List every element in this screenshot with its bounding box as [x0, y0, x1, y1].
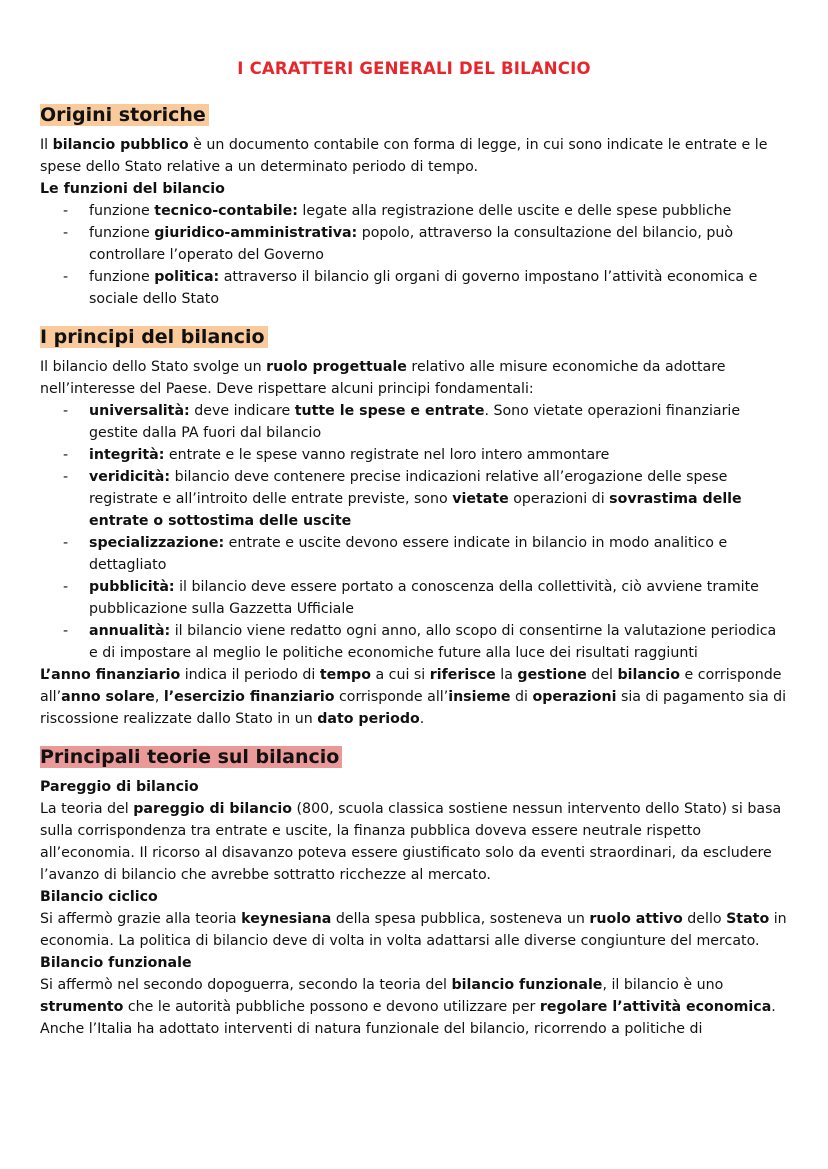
text-run-bold: anno solare: [61, 689, 155, 705]
text-run: di: [510, 689, 533, 705]
text-run: funzione: [89, 203, 155, 219]
text-run: il bilancio viene redatto ogni anno, allo scopo di consentirne la valutazione periodica e di impostare al meglio le politiche economiche future alla luce dei risultati raggiunti: [89, 623, 777, 661]
text-run-bold: annualità:: [89, 623, 171, 639]
text-run-bold: integrità:: [89, 447, 165, 463]
section-heading-origini: [40, 102, 788, 128]
text-run: (800, scuola classica sostiene nessun intervento dello Stato) si basa sulla corrispondenza tra entrate e uscite, la finanza pubblica doveva essere neutrale rispetto all’economia. Il ricorso al disavanzo poteva essere giustificato solo da eventi straordinari, da escludere l’avanzo di bilancio che avrebbe sottratto ricchezze al mercato.: [40, 801, 782, 883]
text-run: popolo, attraverso la consultazione del bilancio, può controllare l’operato del Governo: [89, 225, 734, 263]
text-run: relativo alle misure economiche da adottare nell’interesse del Paese. Deve rispettare alcuni principi fondamentali:: [40, 359, 726, 397]
text-run: legate alla registrazione delle uscite e delle spese pubbliche: [297, 203, 732, 219]
text-run: della spesa pubblica, sosteneva un: [331, 911, 590, 927]
text-run: la: [495, 667, 518, 683]
subheading-funzioni: Le funzioni del bilancio: [40, 181, 225, 197]
list-item: [89, 466, 788, 532]
text-run: Il: [40, 137, 53, 153]
text-run-bold: vietate: [452, 491, 509, 507]
text-run: e corrisponde all’: [40, 667, 782, 705]
text-run-bold: l’esercizio finanziario: [163, 689, 335, 705]
text-run: indica il periodo di: [180, 667, 320, 683]
text-run-bold: riferisce: [429, 667, 496, 683]
text-run: che le autorità pubbliche possono e devono utilizzare per: [123, 999, 540, 1015]
list-item: [89, 620, 788, 664]
text-run: ,: [154, 689, 164, 705]
text-run-bold: veridicità:: [89, 469, 171, 485]
subheading-pareggio: Pareggio di bilancio: [40, 779, 199, 795]
list-funzioni: [40, 200, 788, 310]
text-run: il bilancio deve essere portato a conoscenza della collettività, ciò avviene tramite pubblicazione sulla Gazzetta Ufficiale: [89, 579, 759, 617]
text-run: bilancio deve contenere precise indicazioni relative all’erogazione delle spese registrate e all’introito delle entrate previste, sono: [89, 469, 728, 507]
list-item: [89, 532, 788, 576]
text-run: Il bilancio dello Stato svolge un: [40, 359, 267, 375]
text-run: operazioni di: [508, 491, 610, 507]
text-run: in economia. La politica di bilancio deve di volta in volta adattarsi alle diverse congiunture del mercato.: [40, 911, 787, 949]
heading-highlight: I principi del bilancio: [40, 326, 268, 348]
text-run: .: [419, 711, 425, 727]
text-run-bold: insieme: [448, 689, 511, 705]
text-run: entrate e uscite devono essere indicate in bilancio in modo analitico e dettagliato: [89, 535, 728, 573]
text-run-bold: specializzazione:: [89, 535, 225, 551]
text-run-bold: universalità:: [89, 403, 190, 419]
text-run: funzione: [89, 269, 155, 285]
text-run: corrisponde all’: [334, 689, 449, 705]
text-run: La teoria del: [40, 801, 134, 817]
text-run-bold: dato periodo: [317, 711, 420, 727]
text-run: funzione: [89, 225, 155, 241]
text-run-bold: regolare l’attività economica: [539, 999, 772, 1015]
text-run: attraverso il bilancio gli organi di governo impostano l’attività economica e sociale dello Stato: [89, 269, 758, 307]
text-run-bold: bilancio pubblico: [52, 137, 189, 153]
text-run: a cui si: [370, 667, 430, 683]
text-run-bold: bilancio: [617, 667, 681, 683]
text-run-bold: keynesiana: [241, 911, 332, 927]
heading-highlight: Principali teorie sul bilancio: [40, 746, 342, 768]
text-run-bold: bilancio funzionale: [451, 977, 603, 993]
section-heading-principi: [40, 324, 788, 350]
text-run: Si affermò grazie alla teoria: [40, 911, 242, 927]
text-run-bold: strumento: [40, 999, 124, 1015]
text-run-bold: tempo: [319, 667, 371, 683]
text-run-bold: giuridico-amministrativa:: [154, 225, 358, 241]
paragraph-ciclico: [40, 908, 788, 952]
text-run-bold: sovrastima delle entrate o sottostima delle uscite: [89, 491, 742, 529]
subheading-funzionale: Bilancio funzionale: [40, 955, 192, 971]
text-run-bold: L’anno finanziario: [40, 667, 181, 683]
paragraph-bilancio-pubblico: [40, 134, 788, 178]
text-run: entrate e le spese vanno registrate nel loro intero ammontare: [164, 447, 610, 463]
text-run: dello: [682, 911, 727, 927]
list-item: [89, 222, 788, 266]
list-item: [89, 444, 788, 466]
text-run-bold: tecnico-contabile:: [154, 203, 298, 219]
text-run-bold: operazioni: [532, 689, 617, 705]
text-run-bold: ruolo progettuale: [266, 359, 407, 375]
text-run: , il bilancio è uno: [602, 977, 724, 993]
paragraph-funzionale: [40, 974, 788, 1040]
list-item: [89, 400, 788, 444]
text-run-bold: pareggio di bilancio: [133, 801, 292, 817]
text-run: deve indicare: [189, 403, 295, 419]
text-run: sia di pagamento sia di riscossione realizzate dallo Stato in un: [40, 689, 787, 727]
text-run: Si affermò nel secondo dopoguerra, secondo la teoria del: [40, 977, 452, 993]
text-run: è un documento contabile con forma di legge, in cui sono indicate le entrate e le spese dello Stato relative a un determinato periodo di tempo.: [40, 137, 768, 175]
section-heading-teorie: [40, 744, 788, 770]
subheading-ciclico: Bilancio ciclico: [40, 889, 158, 905]
text-run-bold: ruolo attivo: [589, 911, 683, 927]
text-run-bold: gestione: [517, 667, 587, 683]
list-item: [89, 266, 788, 310]
list-item: [89, 200, 788, 222]
text-run: del: [586, 667, 618, 683]
heading-highlight: Origini storiche: [40, 104, 209, 126]
text-run-bold: Stato: [726, 911, 770, 927]
text-run: . Sono vietate operazioni finanziarie gestite dalla PA fuori dal bilancio: [89, 403, 741, 441]
paragraph-anno-finanziario: [40, 664, 788, 730]
paragraph-pareggio: [40, 798, 788, 886]
list-principi: [40, 400, 788, 664]
document-title: I CARATTERI GENERALI DEL BILANCIO: [237, 59, 591, 78]
text-run-bold: politica:: [154, 269, 220, 285]
list-item: [89, 576, 788, 620]
text-run-bold: tutte le spese e entrate: [294, 403, 485, 419]
text-run-bold: pubblicità:: [89, 579, 175, 595]
paragraph-ruolo-progettuale: [40, 356, 788, 400]
text-run: . Anche l’Italia ha adottato interventi di natura funzionale del bilancio, ricorrendo a politiche di: [40, 999, 776, 1037]
